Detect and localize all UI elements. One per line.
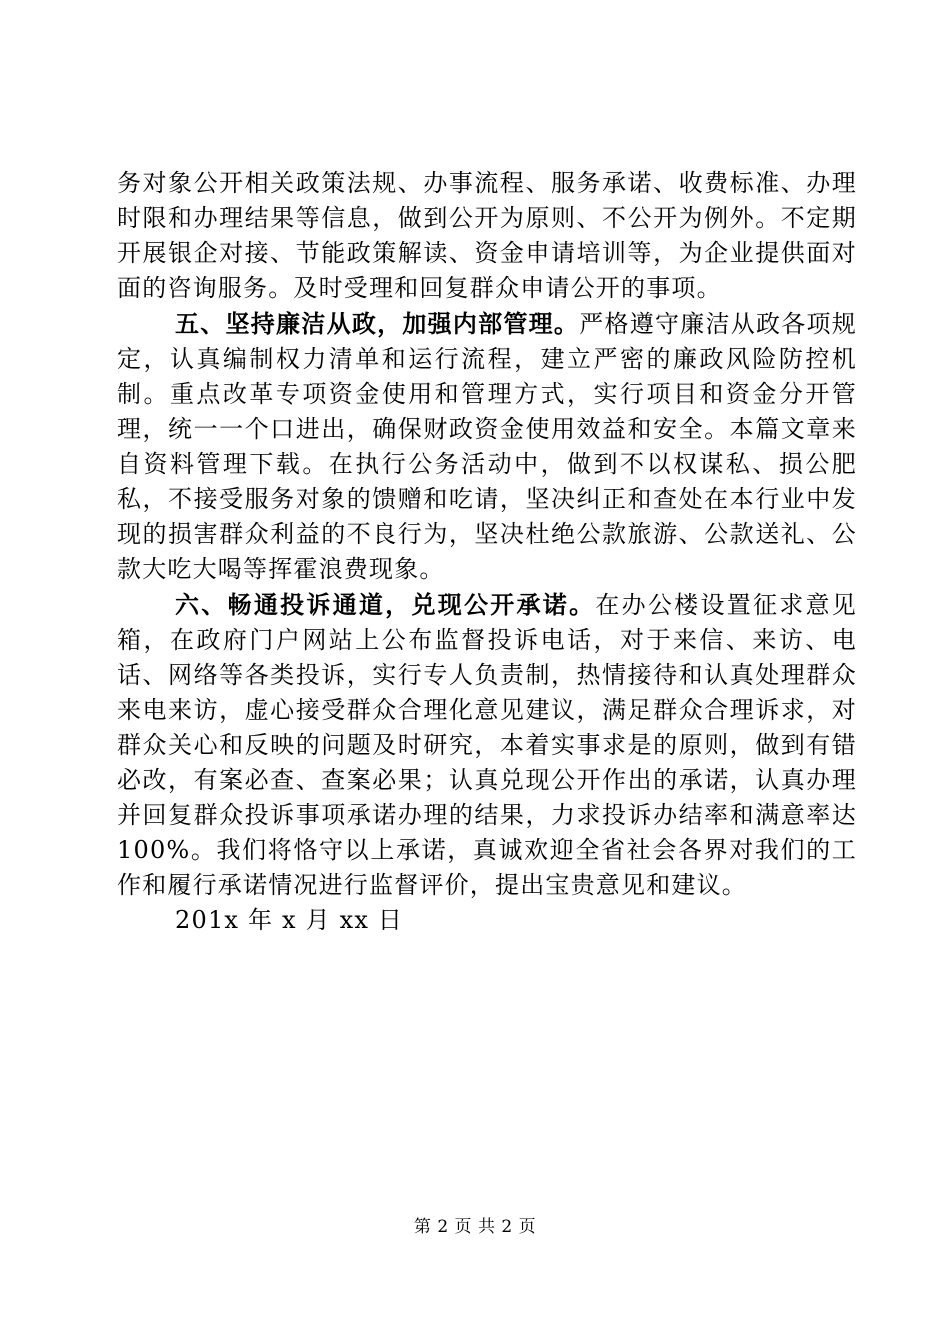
document-date: 201x 年 x 月 xx 日 (175, 906, 404, 934)
paragraph-continued (117, 166, 857, 306)
document-body (117, 166, 857, 938)
section-five-text: 严格遵守廉洁从政各项规定，认真编制权力清单和运行流程，建立严密的廉政风险防控机制。重点改革专项资金使用和管理方式，实行项目和资金分开管理，统一一个口进出，确保财政资金使用效益和安全。本篇文章来自资料管理下载。在执行公务活动中，做到不以权谋私、损公肥私，不接受服务对象的馈赠和吃请，坚决纠正和查处在本行业中发现的损害群众利益的不良行为，坚决杜绝公款旅游、公款送礼、公款大吃大喝等挥霍浪费现象。 (117, 310, 857, 583)
section-five-heading: 五、坚持廉洁从政，加强内部管理。 (175, 309, 580, 338)
section-six-heading: 六、畅通投诉通道，兑现公开承诺。 (175, 590, 596, 619)
section-five (117, 306, 857, 587)
section-six-text: 在办公楼设置征求意见箱，在政府门户网站上公布监督投诉电话，对于来信、来访、电话、网络等各类投诉，实行专人负责制，热情接待和认真处理群众来电来访，虚心接受群众合理化意见建议，满足群众合理诉求，对群众关心和反映的问题及时研究，本着实事求是的原则，做到有错必改，有案必查、查案必果；认真兑现公开作出的承诺，认真办理并回复群众投诉事项承诺办理的结果，力求投诉办结率和满意率达100%。我们将恪守以上承诺，真诚欢迎全省社会各界对我们的工作和履行承诺情况进行监督评价，提出宝贵意见和建议。 (117, 591, 858, 899)
paragraph-text: 务对象公开相关政策法规、办事流程、服务承诺、收费标准、办理时限和办理结果等信息，做到公开为原则、不公开为例外。不定期开展银企对接、节能政策解读、资金申请培训等，为企业提供面对面的咨询服务。及时受理和回复群众申请公开的事项。 (117, 169, 857, 302)
page-footer: 第 2 页 共 2 页 (413, 1217, 537, 1237)
section-six (117, 587, 857, 903)
